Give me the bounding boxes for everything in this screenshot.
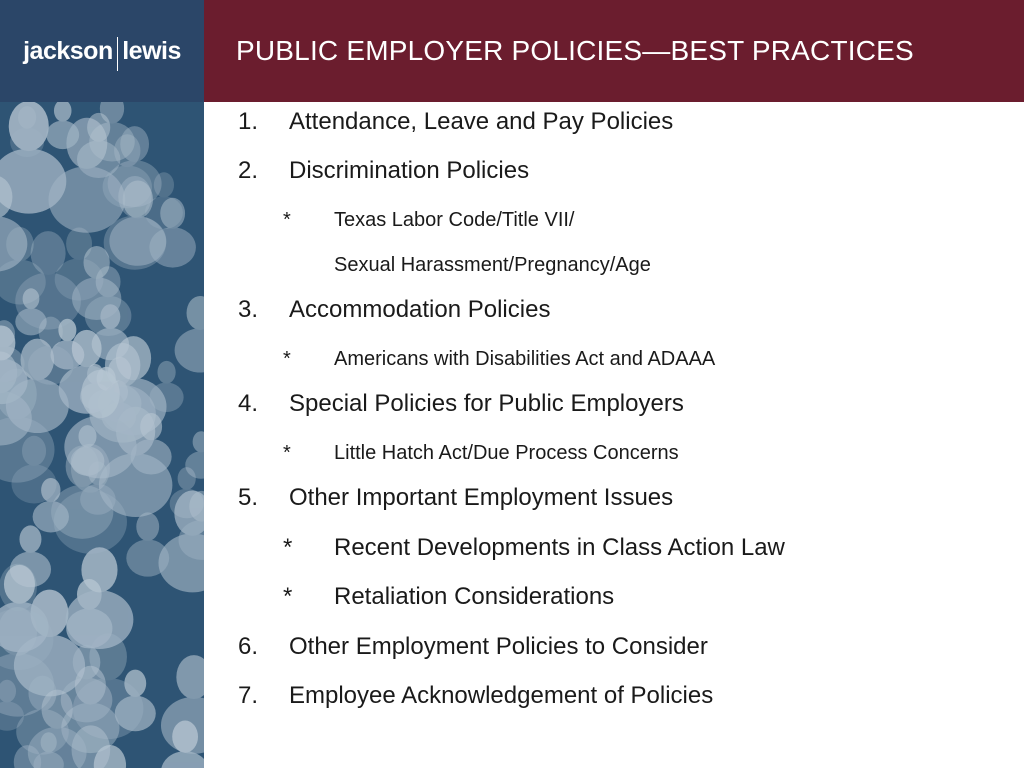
item-text: Discrimination Policies	[289, 157, 530, 184]
item-text: Accommodation Policies	[289, 296, 551, 323]
item-number: 1.	[238, 108, 259, 135]
sub-item	[238, 583, 1008, 615]
list-item-1	[238, 108, 1008, 140]
slide-title: PUBLIC EMPLOYER POLICIES—BEST PRACTICES	[236, 35, 914, 66]
sub-item-text: Recent Developments in Class Action Law	[334, 534, 785, 561]
sub-item-text: Retaliation Considerations	[334, 583, 615, 610]
item-text: Other Important Employment Issues	[289, 484, 674, 511]
item-number: 6.	[238, 633, 259, 660]
bullet-star: *	[283, 534, 293, 561]
logo-text-right: lewis	[122, 36, 181, 65]
jackson-lewis-logo	[23, 34, 181, 68]
sub-item-text: Sexual Harassment/Pregnancy/Age	[334, 254, 651, 276]
bullet-star: *	[283, 348, 291, 370]
sub-item	[238, 209, 1008, 241]
logo-panel	[0, 0, 204, 102]
sub-item-text: Americans with Disabilities Act and ADAAA	[334, 348, 716, 370]
logo-divider	[117, 37, 119, 71]
sub-item	[238, 442, 1008, 474]
list-item-7	[238, 682, 1008, 714]
logo-text-left: jackson	[23, 36, 113, 65]
title-bar	[204, 0, 1024, 102]
sub-item-text: Texas Labor Code/Title VII/	[334, 209, 575, 231]
crowd-photo-image	[0, 102, 204, 768]
item-number: 2.	[238, 157, 259, 184]
list-item-4	[238, 390, 1008, 422]
bullet-star: *	[283, 209, 291, 231]
item-text: Attendance, Leave and Pay Policies	[289, 108, 674, 135]
crowd-photo-panel	[0, 102, 204, 768]
item-text: Employee Acknowledgement of Policies	[289, 682, 714, 709]
item-text: Special Policies for Public Employers	[289, 390, 684, 417]
item-text: Other Employment Policies to Consider	[289, 633, 708, 660]
list-item-2	[238, 157, 1008, 189]
sub-item	[238, 534, 1008, 566]
item-number: 5.	[238, 484, 259, 511]
sub-item-text: Little Hatch Act/Due Process Concerns	[334, 442, 679, 464]
list-item-3	[238, 296, 1008, 328]
list-item-6	[238, 633, 1008, 665]
sub-item	[238, 254, 1008, 286]
list-item-5	[238, 484, 1008, 516]
item-number: 4.	[238, 390, 259, 417]
bullet-star: *	[283, 583, 293, 610]
item-number: 7.	[238, 682, 259, 709]
bullet-star: *	[283, 442, 291, 464]
item-number: 3.	[238, 296, 259, 323]
sub-item	[238, 348, 1008, 380]
